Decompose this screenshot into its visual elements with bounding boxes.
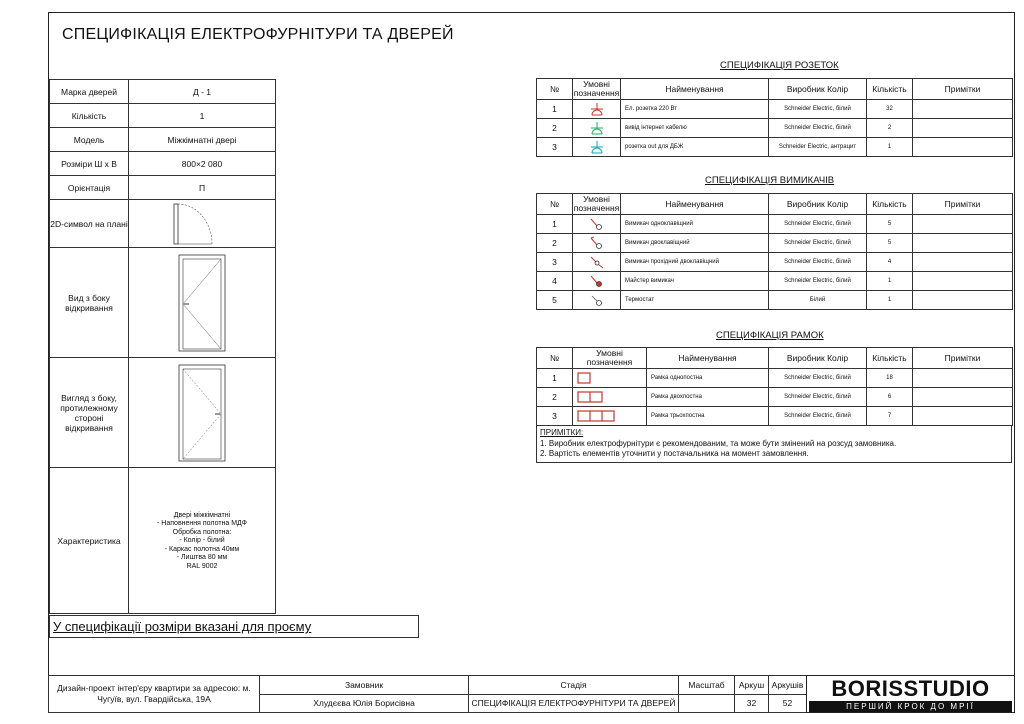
door-value: П — [129, 176, 276, 200]
door-opposite-view — [129, 358, 276, 468]
studio-logo — [806, 675, 1015, 713]
char-line: - Колір - білий — [179, 537, 225, 545]
row-qty: 1 — [867, 138, 913, 157]
table-row — [537, 234, 1013, 253]
notes-box — [536, 425, 1012, 463]
door-plan-symbol — [129, 200, 276, 248]
table-row — [537, 138, 1013, 157]
col-symbol: Умовні позначення — [573, 348, 647, 369]
socket-icon — [573, 100, 621, 119]
door-spec-table — [49, 79, 276, 614]
col-qty: Кількість — [867, 79, 913, 100]
row-qty: 6 — [867, 388, 913, 407]
row-no: 2 — [537, 119, 573, 138]
customer-name: Хлудєєва Юлія Борисівна — [260, 694, 469, 713]
ups-socket-icon — [573, 138, 621, 157]
row-no: 1 — [537, 215, 573, 234]
col-name: Найменування — [647, 348, 769, 369]
col-maker: Виробник Колір — [769, 79, 867, 100]
row-maker: Schneider Electric, білий — [769, 407, 867, 426]
door-char-label: Характеристика — [50, 468, 129, 614]
table-row — [537, 119, 1013, 138]
col-symbol: Умовні позначення — [573, 194, 620, 213]
row-qty: 1 — [867, 272, 913, 291]
notes-heading: ПРИМІТКИ: — [540, 428, 584, 437]
row-notes — [913, 138, 1013, 157]
door-value: 800×2 080 — [129, 152, 276, 176]
row-no: 3 — [537, 407, 573, 426]
row-no: 4 — [537, 272, 573, 291]
char-line: Двері міжкімнатні — [173, 511, 231, 519]
row-notes — [913, 119, 1013, 138]
table-row — [537, 388, 1013, 407]
row-maker: Schneider Electric, білий — [769, 234, 867, 253]
row-name: Рамка трьохпостна — [647, 407, 769, 426]
col-symbol: Умовні позначення — [573, 79, 620, 98]
door-elevation-icon — [177, 253, 227, 353]
row-qty: 1 — [867, 291, 913, 310]
char-line: RAL 9002 — [186, 562, 218, 570]
row-no: 1 — [537, 369, 573, 388]
frame-3-icon — [573, 407, 647, 426]
frames-table — [536, 347, 1013, 426]
row-notes — [913, 234, 1013, 253]
table-row — [537, 253, 1013, 272]
stage-name: СПЕЦИФІКАЦІЯ ЕЛЕКТРОФУРНІТУРИ ТА ДВЕРЕЙ — [469, 694, 679, 713]
col-qty: Кількість — [867, 194, 913, 215]
row-qty: 4 — [867, 253, 913, 272]
internet-socket-icon — [573, 119, 621, 138]
row-qty: 5 — [867, 215, 913, 234]
switch-double-icon — [573, 234, 621, 253]
col-notes: Примітки — [913, 79, 1013, 100]
note-line: 2. Вартість елементів уточнити у постачальника на момент замовлення. — [540, 449, 809, 458]
row-maker: Schneider Electric, білий — [769, 119, 867, 138]
sheets-total: 52 — [769, 694, 807, 713]
row-maker: Schneider Electric, білий — [769, 253, 867, 272]
master-switch-icon — [573, 272, 621, 291]
row-notes — [913, 100, 1013, 119]
col-name: Найменування — [621, 194, 769, 215]
customer-heading: Замовник — [260, 676, 469, 695]
frames-heading: СПЕЦИФІКАЦІЯ РАМОК — [716, 330, 824, 341]
row-maker: Schneider Electric, білий — [769, 100, 867, 119]
row-name: Ел. розетка 220 Вт — [621, 100, 769, 119]
row-qty: 5 — [867, 234, 913, 253]
door-value: Д - 1 — [129, 80, 276, 104]
door-value: Міжкімнатні двері — [129, 128, 276, 152]
thermostat-icon — [573, 291, 621, 310]
door-symbol-label: 2D-символ на плані — [50, 200, 129, 248]
row-maker: Білий — [769, 291, 867, 310]
row-notes — [913, 215, 1013, 234]
row-qty: 18 — [867, 369, 913, 388]
project-address: Дизайн-проект інтер'єру квартири за адресою: м. Чугуїв, вул. Гвардійська, 19А — [49, 676, 260, 713]
col-notes: Примітки — [913, 194, 1013, 215]
door-characteristics — [129, 468, 276, 614]
sheets-heading: Аркушів — [769, 676, 807, 695]
switches-heading: СПЕЦИФІКАЦІЯ ВИМИКАЧІВ — [705, 175, 835, 186]
switch-passthrough-icon — [573, 253, 621, 272]
row-name: Вимикач одноклавіщний — [621, 215, 769, 234]
row-name: Майстер вимикач — [621, 272, 769, 291]
door-side-view — [129, 248, 276, 358]
door-label: Кількість — [50, 104, 129, 128]
row-notes — [913, 272, 1013, 291]
col-maker: Виробник Колір — [769, 194, 867, 215]
row-no: 1 — [537, 100, 573, 119]
col-no: № — [537, 348, 573, 369]
col-qty: Кількість — [867, 348, 913, 369]
row-name: Термостат — [621, 291, 769, 310]
row-no: 2 — [537, 234, 573, 253]
row-name: Вимикач прохідний двоклавіщний — [621, 253, 769, 272]
row-qty: 7 — [867, 407, 913, 426]
frame-2-icon — [573, 388, 647, 407]
col-maker: Виробник Колір — [769, 348, 867, 369]
door-label: Розміри Ш х В — [50, 152, 129, 176]
char-line: - Лиштва 80 мм — [176, 554, 228, 562]
col-name: Найменування — [621, 79, 769, 100]
table-row — [537, 215, 1013, 234]
scale-value — [679, 694, 735, 713]
table-row — [537, 100, 1013, 119]
door-label: Модель — [50, 128, 129, 152]
row-maker: Schneider Electric, білий — [769, 215, 867, 234]
table-row — [537, 291, 1013, 310]
scale-heading: Масштаб — [679, 676, 735, 695]
logo-tagline: ПЕРШИЙ КРОК ДО МРІЇ — [809, 701, 1012, 712]
sheet-number: 32 — [735, 694, 769, 713]
char-line: Обробка полотна: — [172, 528, 232, 536]
switches-table — [536, 193, 1013, 310]
door-label: Марка дверей — [50, 80, 129, 104]
row-qty: 32 — [867, 100, 913, 119]
table-row — [537, 272, 1013, 291]
switch-single-icon — [573, 215, 621, 234]
sheet-heading: Аркуш — [735, 676, 769, 695]
row-maker: Schneider Electric, білий — [769, 388, 867, 407]
row-maker: Schneider Electric, білий — [769, 369, 867, 388]
table-row — [537, 369, 1013, 388]
row-notes — [913, 291, 1013, 310]
char-line: - Каркас полотна 40мм — [164, 545, 240, 553]
row-name: Рамка однопостна — [647, 369, 769, 388]
door-plan-icon — [172, 201, 232, 247]
row-maker: Schneider Electric, антрацит — [769, 138, 867, 157]
char-line: - Наповнення полотна МДФ — [157, 520, 247, 528]
row-name: вивід інтернет кабелю — [621, 119, 769, 138]
row-name: Рамка двохпостна — [647, 388, 769, 407]
note-line: 1. Виробник електрофурнітури є рекомендованим, та може бути змінений на розсуд замовника. — [540, 438, 897, 448]
sockets-heading: СПЕЦИФІКАЦІЯ РОЗЕТОК — [720, 60, 839, 71]
table-row — [537, 407, 1013, 426]
row-qty: 2 — [867, 119, 913, 138]
row-no: 2 — [537, 388, 573, 407]
logo-brand: BORISSTUDIO — [831, 676, 990, 701]
title-block — [48, 675, 807, 713]
door-opposite-label: Вигляд з боку, протилежному стороні відкривання — [50, 358, 129, 468]
door-value: 1 — [129, 104, 276, 128]
size-note: У специфікації розміри вказані для проєму — [49, 615, 419, 638]
col-no: № — [537, 79, 573, 100]
door-side-label: Вид з боку відкривання — [50, 248, 129, 358]
row-name: розетка out для ДБЖ — [621, 138, 769, 157]
row-no: 5 — [537, 291, 573, 310]
row-no: 3 — [537, 138, 573, 157]
row-notes — [913, 407, 1013, 426]
sockets-table — [536, 78, 1013, 157]
row-maker: Schneider Electric, білий — [769, 272, 867, 291]
col-no: № — [537, 194, 573, 215]
frame-1-icon — [573, 369, 647, 388]
row-no: 3 — [537, 253, 573, 272]
row-notes — [913, 253, 1013, 272]
door-elevation-back-icon — [177, 363, 227, 463]
door-label: Орієнтація — [50, 176, 129, 200]
page-title: СПЕЦИФІКАЦІЯ ЕЛЕКТРОФУРНІТУРИ ТА ДВЕРЕЙ — [62, 26, 454, 43]
col-notes: Примітки — [913, 348, 1013, 369]
row-notes — [913, 369, 1013, 388]
stage-heading: Стадія — [469, 676, 679, 695]
row-name: Вимикач двоклавіщний — [621, 234, 769, 253]
row-notes — [913, 388, 1013, 407]
